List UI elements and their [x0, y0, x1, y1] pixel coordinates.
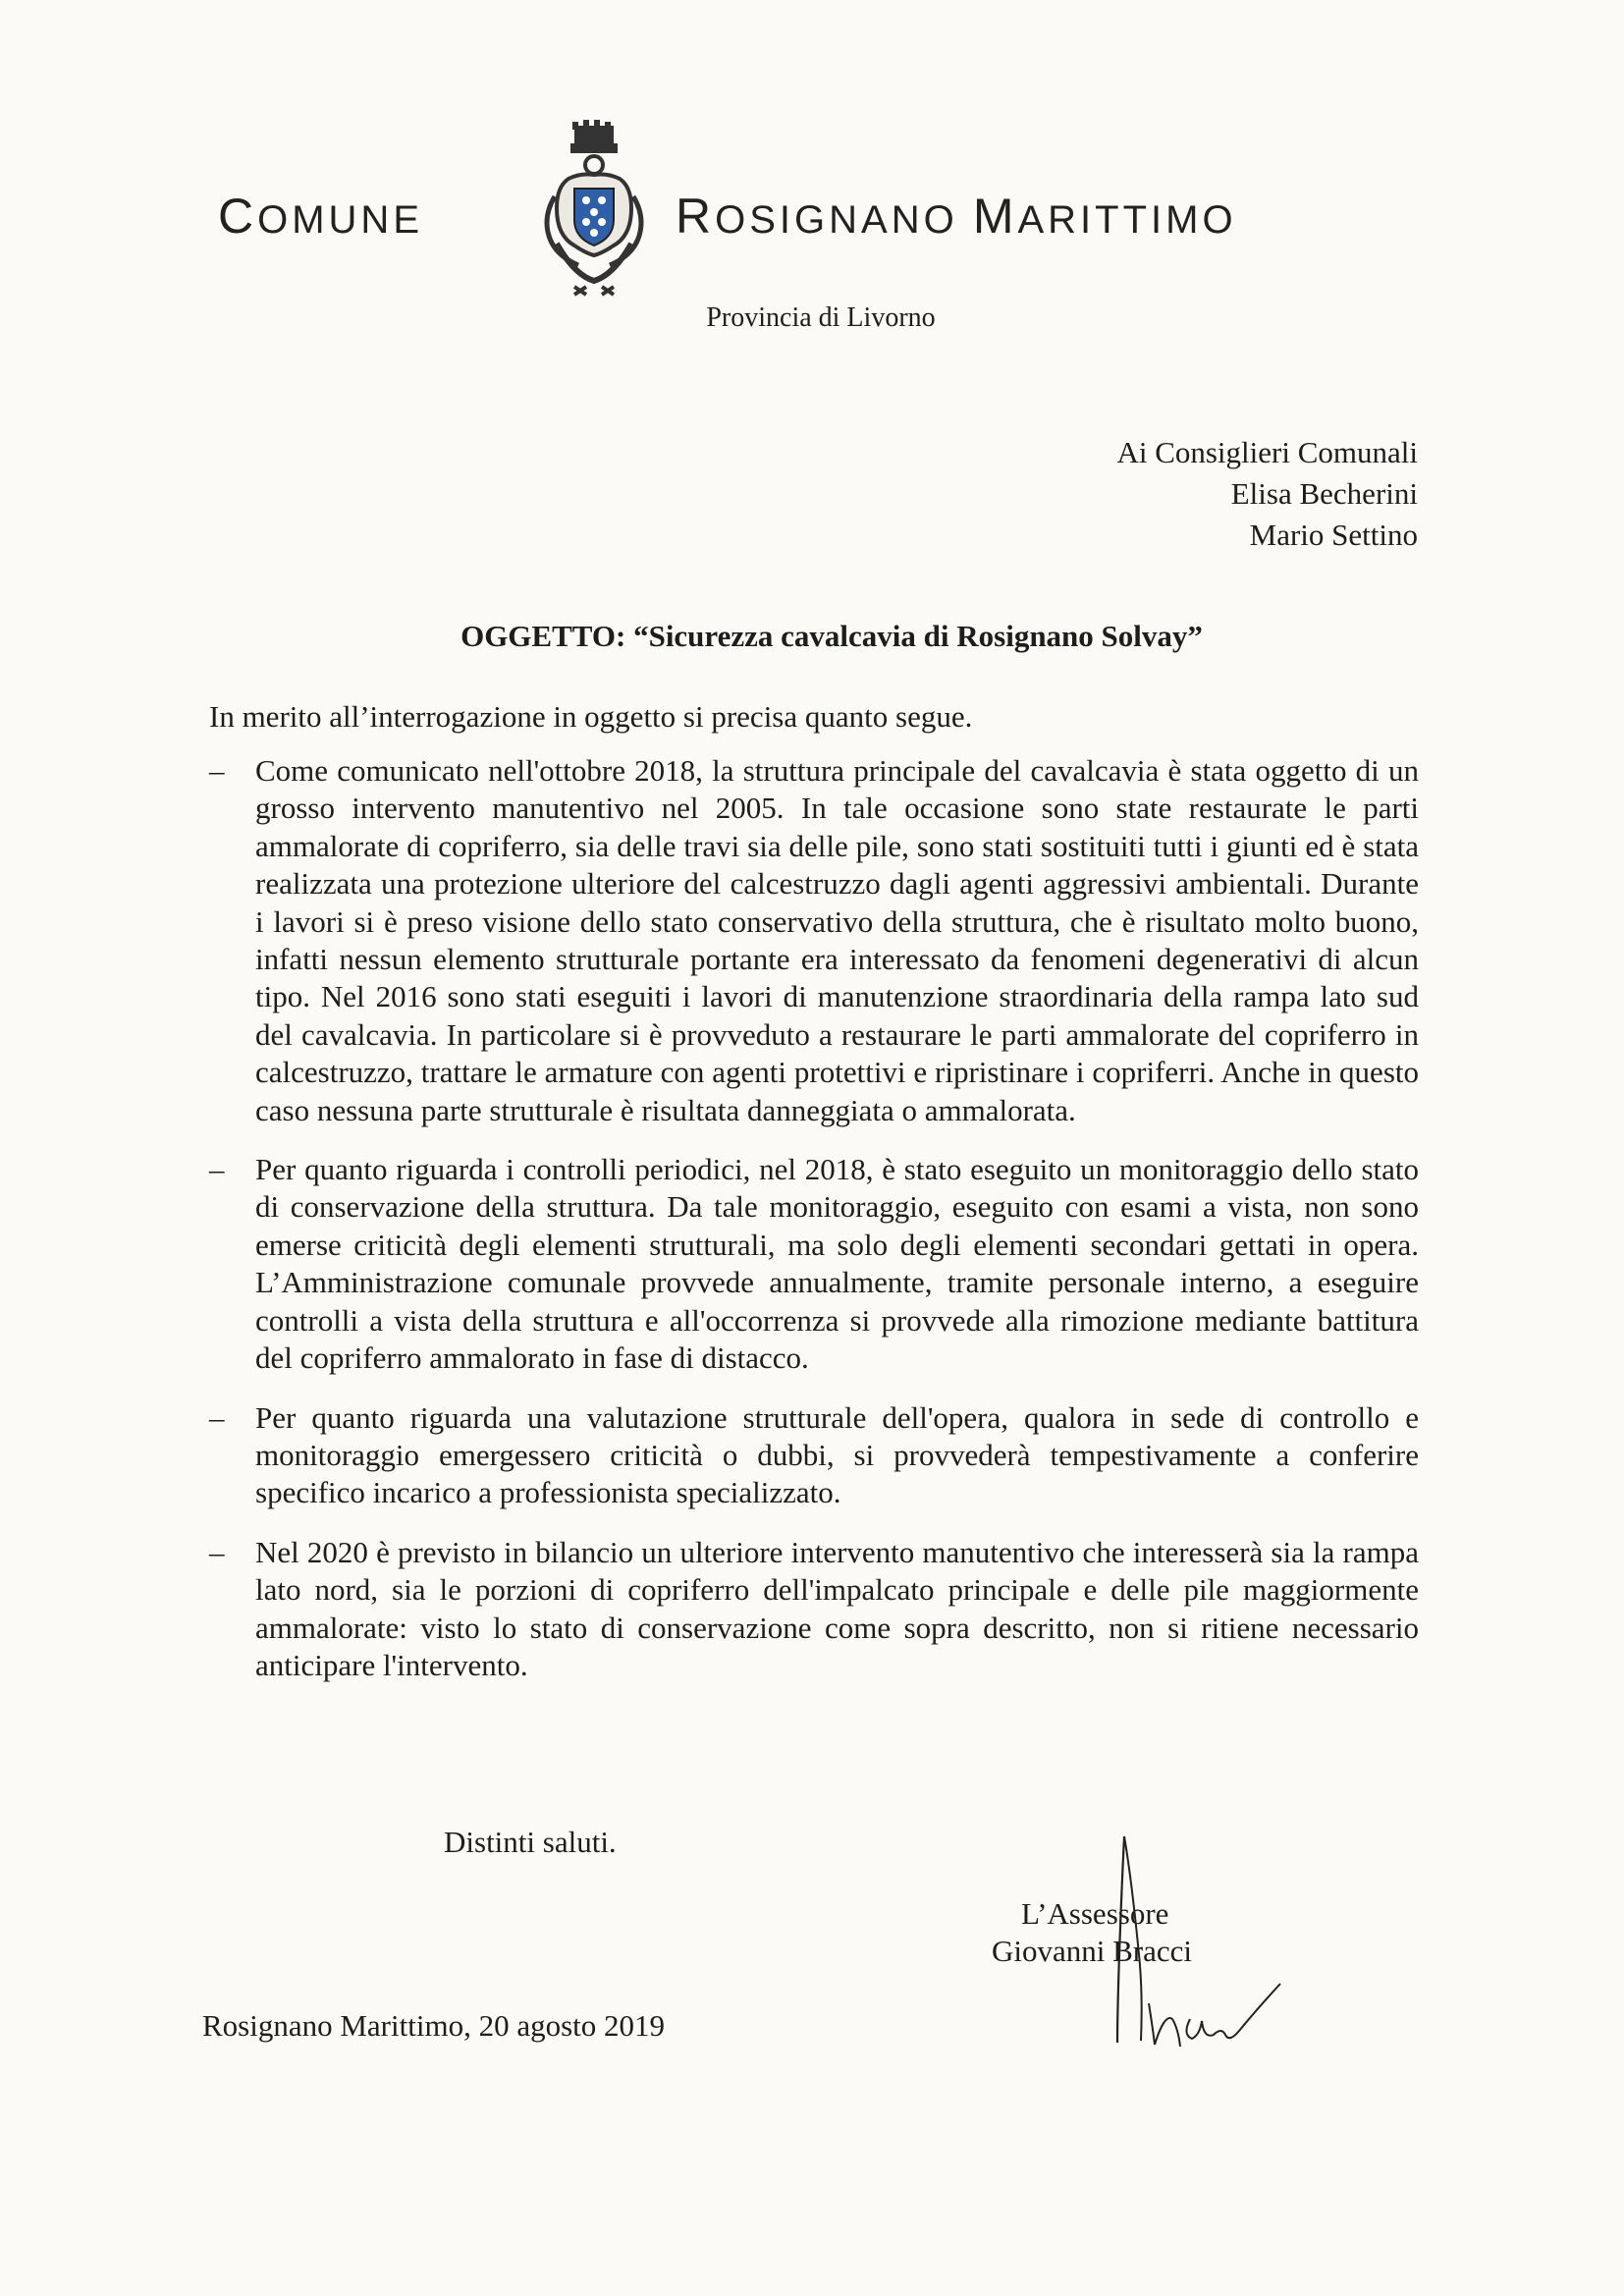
letterhead-comune: COMUNE	[218, 189, 423, 244]
dash-bullet: –	[209, 753, 225, 788]
recipient-line: Mario Settino	[1249, 518, 1418, 552]
municipal-crest-icon	[535, 118, 653, 314]
letterhead	[0, 108, 1624, 334]
recipient-line: Ai Consiglieri Comunali	[1116, 435, 1418, 469]
dash-bullet: –	[209, 1152, 225, 1187]
intro-paragraph: In merito all’interrogazione in oggetto si precisa quanto segue.	[209, 699, 973, 734]
points-list	[209, 752, 1419, 1706]
dash-bullet: –	[209, 1534, 225, 1569]
list-item	[209, 752, 1419, 1129]
dash-bullet: –	[209, 1399, 225, 1435]
closing-salutation: Distinti saluti.	[444, 1825, 617, 1859]
point-text: Per quanto riguarda i controlli periodici, nel 2018, è stato eseguito un monitoraggio dello stato di conservazione della struttura. Da tale monitoraggio, eseguito con esami a vista, non sono emerse criticità degli elementi strutturali, ma solo degli elementi secondari gettati in opera. L’Amministrazione comunale provvede annualmente, tramite personale interno, a eseguire controlli a vista della struttura e all'occorrenza si provvede alla rimozione mediante battitura del copriferro ammalorato in fase di distacco.	[255, 1152, 1419, 1376]
point-text: Nel 2020 è previsto in bilancio un ulteriore intervento manutentivo che interesserà sia la rampa lato nord, sia le porzioni di copriferro dell'impalcato principale e delle pile maggiormente ammalorate: visto lo stato di conservazione come sopra descritto, non si ritiene necessario anticipare l'intervento.	[255, 1534, 1419, 1682]
recipients-block	[1116, 432, 1418, 556]
subject-heading: OGGETTO: “Sicurezza cavalcavia di Rosignano Solvay”	[460, 619, 1203, 653]
letterhead-rosignano-marittimo: ROSIGNANO MARITTIMO	[676, 189, 1237, 244]
list-item	[209, 1151, 1419, 1377]
handwritten-signature-icon	[1070, 1817, 1316, 2062]
place-and-date: Rosignano Marittimo, 20 agosto 2019	[202, 2008, 666, 2043]
point-text: Per quanto riguarda una valutazione strutturale dell'opera, qualora in sede di controllo e monitoraggio emergessero criticità o dubbi, si provvederà tempestivamente a conferire specifico incarico a professionista specializzato.	[255, 1399, 1419, 1510]
recipient-line: Elisa Becherini	[1230, 476, 1418, 511]
list-item	[209, 1534, 1419, 1685]
signatory-role: L’Assessore	[1021, 1896, 1169, 1931]
signatory-name: Giovanni Bracci	[992, 1934, 1193, 1968]
list-item	[209, 1399, 1419, 1512]
province-line: Provincia di Livorno	[706, 302, 936, 333]
point-text: Come comunicato nell'ottobre 2018, la struttura principale del cavalcavia è stata oggetto di un grosso intervento manutentivo nel 2005. In tale occasione sono state restaurate le parti ammalorate di copriferro, sia delle travi sia delle pile, sono stati sostituiti tutti i giunti ed è stata realizzata una protezione ulteriore del calcestruzzo dagli agenti aggressivi ambientali. Durante i lavori si è preso visione dello stato conservativo della struttura, che è risultato molto buono, infatti nessun elemento strutturale portante era interessato da fenomeni degenerativi di alcun tipo. Nel 2016 sono stati eseguiti i lavori di manutenzione straordinaria della rampa lato sud del cavalcavia. In particolare si è provveduto a restaurare le parti ammalorate del copriferro in calcestruzzo, trattare le armature con agenti protettivi e ripristinare i copriferri. Anche in questo caso nessuna parte strutturale è risultata danneggiata o ammalorata.	[255, 753, 1419, 1127]
